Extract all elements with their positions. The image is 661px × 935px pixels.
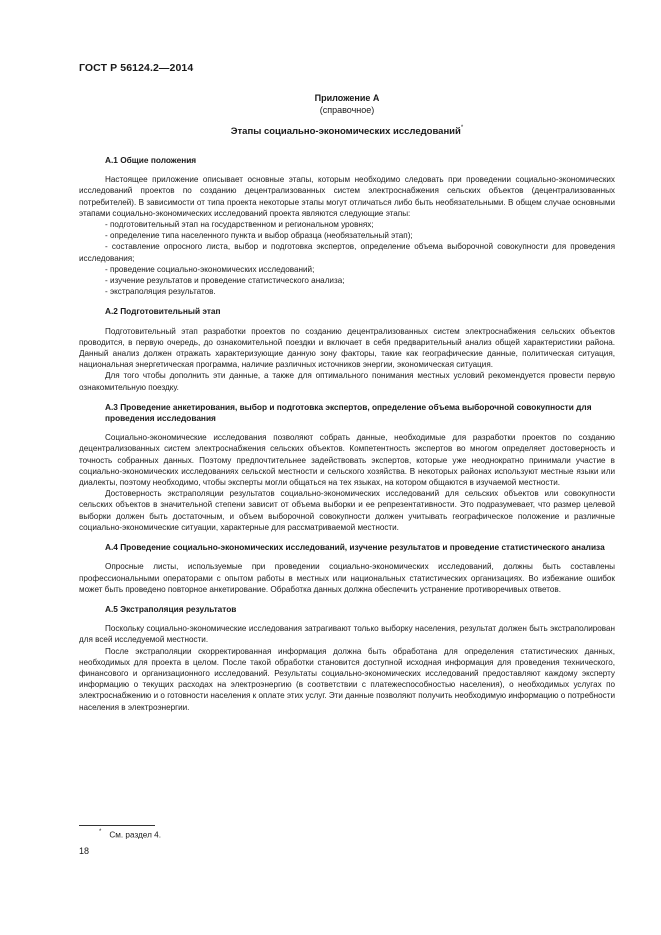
paragraph: Подготовительный этап разработки проектов по созданию децентрализованных систем электроснабжения сельских объектов проводится, в первую очередь, до ознакомительной поездки и включает в себя предварительный анализ общей характеристики района. Данный анализ должен отражать характеризующие данную зону факторы, такие как географические данные, политическая ситуация, национальная энергетическая программа, наличие различных источников энергии, экономическая ситуация. <box>79 326 615 370</box>
appendix-heading-footnote-mark: * <box>460 125 464 131</box>
list-item: - проведение социально-экономических исследований; <box>105 264 315 274</box>
paragraph: Поскольку социально-экономические исследования затрагивают только выборку населения, результат должен быть экстраполирован для всей исследуемой местности. <box>79 624 615 645</box>
page-number: 18 <box>79 846 90 856</box>
footnote-mark: * <box>99 829 102 835</box>
section-heading-a4: А.4 Проведение социально-экономических исследований, изучение результатов и проведение статистического анализа <box>105 542 605 553</box>
section-heading-a3: А.3 Проведение анкетирования, выбор и подготовка экспертов, определение объема выборочной совокупности для проведения исследования <box>105 401 592 424</box>
paragraph: Для того чтобы дополнить эти данные, а также для оптимального понимания местных условий рекомендуется провести первую ознакомительную поездку. <box>79 371 615 392</box>
document-body <box>79 155 615 713</box>
paragraph: Социально-экономические исследования позволяют собрать данные, необходимые для разработки проектов по созданию децентрализованных систем электроснабжения сельских объектов. Компетентность экспертов во многом определяет достоверность и точность собранных данных. Поэтому предпочтительнее задействовать экспертов, которые уже неоднократно принимали участие в социально-экономических исследованиях сельской местности и сельского хозяйства. В некоторых районах используют местные языки или диалекты, поэтому необходимо, чтобы эксперты могли общаться на тех языках, на котором общаются в изучаемой местности. <box>79 433 615 488</box>
list-item: - изучение результатов и проведение статистического анализа; <box>105 276 345 286</box>
footnote-separator <box>79 825 155 826</box>
section-heading-a2: А.2 Подготовительный этап <box>105 306 221 317</box>
paragraph: После экстраполяции скорректированная информация должна быть обработана для определения статистических данных, необходимых для проекта в целом. После такой обработки становится доступной исходная информация для проведения технического, финансового и организационного исследований. Результаты социально-экономических исследований предоставляют каждому эксперту информацию о текущих расходах на электроэнергию (в соответствии с платежеспособностью населения), о необходимых услугах по электроснабжению и о готовности населения к оплате этих услуг. Эти данные позволяют получить необходимую информацию о потребности населения в электроэнергии. <box>79 646 615 712</box>
paragraph: Опросные листы, используемые при проведении социально-экономических исследований, должны быть составлены профессиональными операторами с опытом работы в местных или национальных статистических организациях. Во избежание ошибок может быть проведено повторное анкетирование. Обработка данных должна обеспечить устранение противоречивых ответов. <box>79 562 615 594</box>
paragraph: Достоверность экстраполяции результатов социально-экономических исследований для сельских объектов или совокупности сельских объектов в значительной степени зависит от объема выборки и ее репрезентативности. Это подразумевает, что размер целевой выборки должен быть достаточным, и объем выборочной совокупности должен учитывать географическое положение и различные социально-экономические ситуации, характерные для рассматриваемой местности. <box>79 489 615 532</box>
paragraph: Настоящее приложение описывает основные этапы, которым необходимо следовать при проведении социально-экономических исследований проектов по созданию децентрализованных систем электроснабжения сельских объектов (децентрализованных потребителей). В зависимости от типа проекта некоторые этапы могут отличаться либо быть необязательными. В общем случае основными этапами социально-экономических исследований проекта являются следующие этапы: <box>79 175 615 218</box>
section-heading-a5: А.5 Экстраполяция результатов <box>105 603 237 614</box>
standard-designation: ГОСТ Р 56124.2—2014 <box>79 62 194 74</box>
list-item: - составление опросного листа, выбор и подготовка экспертов, определение объема выборочной совокупности для проведения исследования; <box>79 242 615 263</box>
section-heading-a1: А.1 Общие положения <box>105 155 197 165</box>
appendix-title: Приложение А <box>314 93 380 103</box>
footnote <box>99 829 161 840</box>
appendix-heading-text: Этапы социально-экономических исследований <box>230 126 461 138</box>
appendix-heading <box>79 126 615 137</box>
list-item: - подготовительный этап на государственном и региональном уровнях; <box>105 220 374 230</box>
appendix-subtitle: (справочное) <box>319 105 375 115</box>
list-item: - экстраполяция результатов. <box>105 287 216 297</box>
list-item: - определение типа населенного пункта и выбор образца (необязательный этап); <box>105 231 413 241</box>
footnote-text: См. раздел 4. <box>109 830 161 840</box>
